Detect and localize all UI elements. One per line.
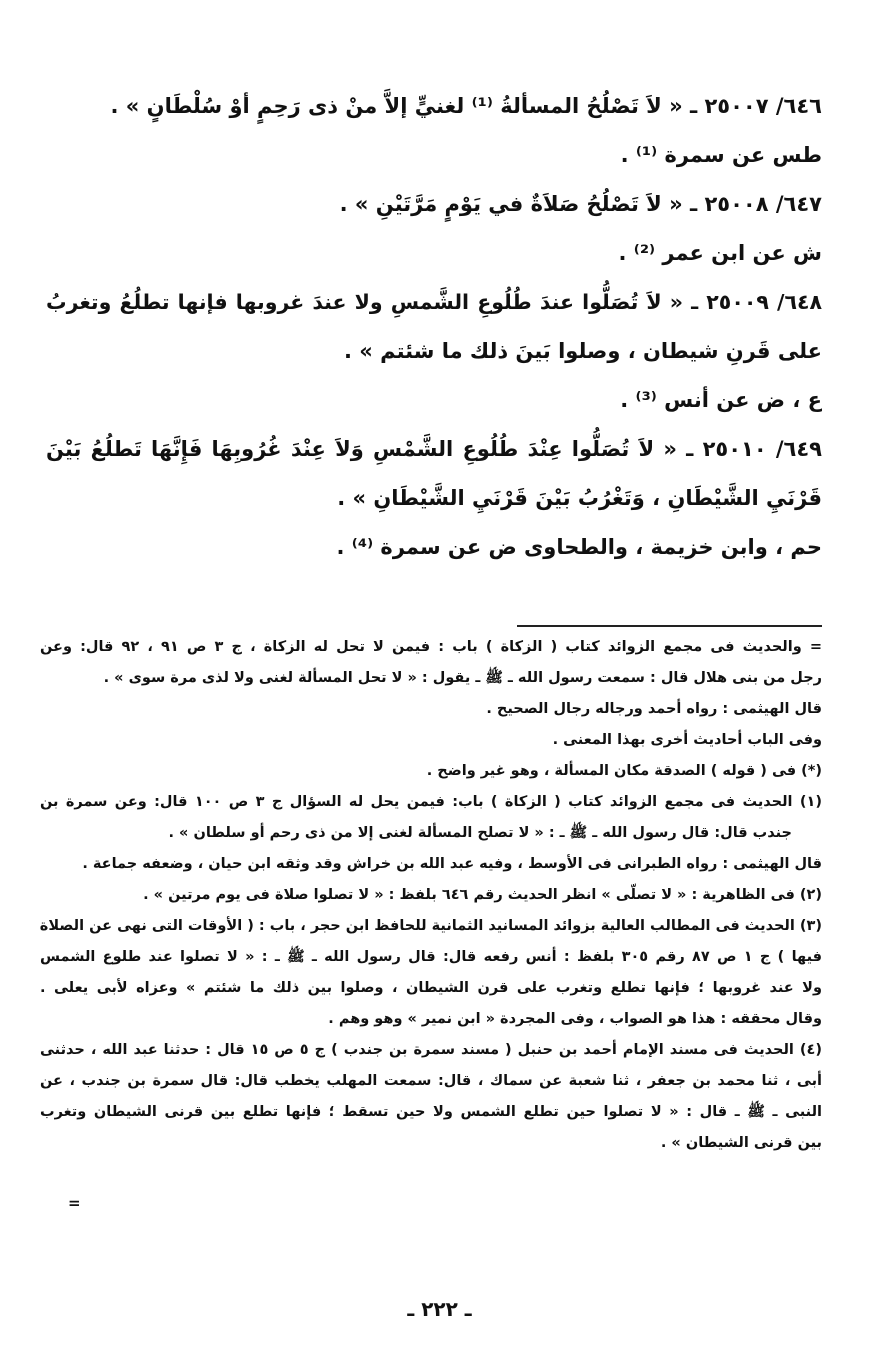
footnote-line: قال الهيثمى : رواه أحمد ورجاله رجال الصحيح .: [486, 701, 822, 717]
hadith-647-source: ش عن ابن عمر ⁽²⁾ .: [618, 241, 822, 265]
page-number: ـ ٢٢٢ ـ: [407, 1297, 472, 1321]
hadith-647-line: ٦٤٧/ ٢٥٠٠٨ ـ « لاَ تَصْلُحُ صَلاَةٌ في يَوْمٍ مَرَّتَيْنِ » .: [339, 192, 822, 216]
hadith-648-source: ع ، ض عن أنس ⁽³⁾ .: [620, 388, 822, 412]
hadith-648-line-2: على قَرنِ شيطان ، وصلوا بَينَ ذلك ما شئتم » .: [343, 339, 822, 363]
footnote-line: قال الهيثمى : رواه الطبرانى فى الأوسط ، وفيه عبد الله بن خراش وقد وثقه ابن حيان ، وضعفه جماعة .: [82, 856, 822, 872]
footnote-line: وقال محققه : هذا هو الصواب ، وفى المجردة « ابن نمير » وهو وهم .: [328, 1011, 822, 1027]
hadith-649-source: حم ، وابن خزيمة ، والطحاوى ض عن سمرة ⁽⁴⁾ .: [336, 535, 822, 559]
footnote-line: رجل من بنى هلال قال : سمعت رسول الله ـ ﷺ ـ يقول : « لا تحل المسألة لغنى ولا لذى مرة سوى » .: [103, 670, 822, 686]
footnote-line: ولا عند غروبها ؛ فإنها تطلع وتغرب على قرن الشيطان ، وصلوا بين ذلك ما شئتم » وعزاه لأبى يعلى .: [40, 980, 822, 996]
footnote-separator: [517, 625, 822, 627]
continuation-mark: =: [68, 1194, 81, 1212]
footnote-line: جندب قال: قال رسول الله ـ ﷺ ـ : « لا تصلح المسألة لغنى إلا من ذى رحم أو سلطان » .: [168, 825, 792, 841]
footnote-asterisk: (*) فى ( قوله ) الصدقة مكان المسألة ، وهو غير واضح .: [426, 763, 822, 779]
footnote-line: وفى الباب أحاديث أخرى بهذا المعنى .: [552, 732, 822, 748]
hadith-649-line-1: ٦٤٩/ ٢٥٠١٠ ـ « لاَ تُصَلُّوا عِنْدَ طُلُوعِ الشَّمْسِ وَلاَ عِنْدَ غُرُوبِهَا فَإِنَّهَا تَطلُعُ بَيْنَ: [46, 437, 822, 461]
footnote-1: (١) الحديث فى مجمع الزوائد كتاب ( الزكاة ) باب: فيمن يحل له السؤال ج ٣ ص ١٠٠ قال: وعن سمرة بن: [40, 794, 822, 810]
footnote-line: = والحديث فى مجمع الزوائد كتاب ( الزكاة ) باب : فيمن لا تحل له الزكاة ، ج ٣ ص ٩١ ، ٩٢ قال: وعن: [40, 639, 822, 655]
footnote-line: النبى ـ ﷺ ـ قال : « لا تصلوا حين تطلع الشمس ولا حين تسقط ؛ فإنها تطلع بين قرنى الشيطان وتغرب: [40, 1104, 822, 1120]
footnote-line: أبى ، ثنا محمد بن جعفر ، ثنا شعبة عن سماك ، قال: سمعت المهلب يخطب قال: قال سمرة بن جندب ، عن: [40, 1073, 822, 1089]
footnote-2: (٢) فى الظاهرية : « لا تصلّى » انظر الحديث رقم ٦٤٦ بلفظ : « لا تصلوا صلاة فى يوم مرتين » .: [143, 887, 822, 903]
hadith-646-line: ٦٤٦/ ٢٥٠٠٧ ـ « لاَ تَصْلُحُ المسألةُ ⁽¹⁾ لغنيٍّ إلاَّ منْ ذى رَحِمٍ أوْ سُلْطَانٍ » .: [110, 94, 822, 118]
footnote-line: فيها ) ج ١ ص ٨٧ رقم ٣٠٥ بلفظ : أنس رفعه قال: قال رسول الله ـ ﷺ ـ : « لا تصلوا عند طلوع الشمس: [40, 949, 822, 965]
footnote-4: (٤) الحديث فى مسند الإمام أحمد بن حنبل ( مسند سمرة بن جندب ) ج ٥ ص ١٥ قال : حدثنا عبد الله ، حدثنى: [40, 1042, 822, 1058]
hadith-649-line-2: قَرْنَيِ الشَّيْطَانِ ، وَتَغْرُبُ بَيْنَ قَرْنَيِ الشَّيْطَانِ » .: [337, 486, 822, 510]
footnote-3: (٣) الحديث فى المطالب العالية بزوائد المسانيد الثمانية للحافظ ابن حجر ، باب : ( الأوقات التى نهى عن الصلاة: [40, 918, 822, 934]
footnote-line: بين قرنى الشيطان » .: [660, 1135, 822, 1151]
hadith-entries: [46, 82, 822, 572]
hadith-648-line-1: ٦٤٨/ ٢٥٠٠٩ ـ « لاَ تُصَلُّوا عندَ طُلُوعِ الشَّمسِ ولا عندَ غروبها فإنها تطلُعُ وتغربُ: [46, 290, 822, 314]
hadith-646-source: طس عن سمرة ⁽¹⁾ .: [620, 143, 822, 167]
footnotes: [40, 632, 822, 1159]
